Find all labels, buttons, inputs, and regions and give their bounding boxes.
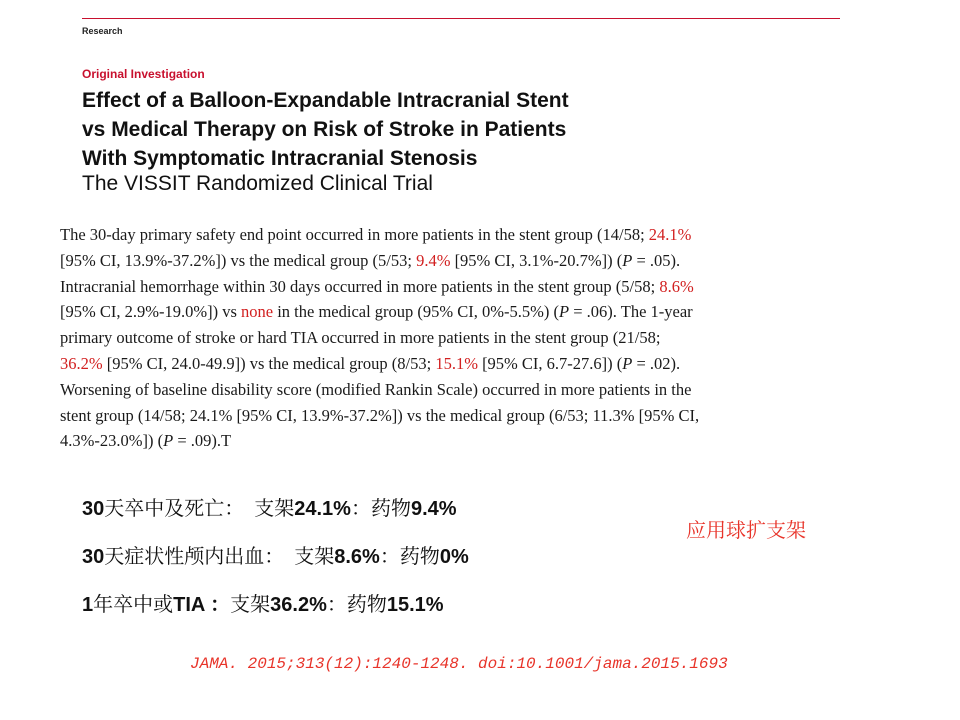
highlight-medical-hemorrhage: none — [241, 302, 274, 322]
abstract-line-2: [95% CI, 13.9%-37.2%]) vs the medical group (5/53; 9.4% [95% CI, 3.1%-20.7%]) (P = .05). — [60, 250, 681, 270]
highlight-medical-safety: 9.4% — [416, 250, 451, 270]
title-line-3: With Symptomatic Intracranial Stenosis — [82, 147, 478, 170]
abstract-line-6: 36.2% [95% CI, 24.0-49.9]) vs the medical group (8/53; 15.1% [95% CI, 6.7-27.6]) (P = .02). — [60, 353, 681, 373]
abstract-results — [60, 222, 900, 454]
highlight-stent-safety: 24.1% — [648, 225, 692, 244]
summary-30day-hemorrhage: 30天症状性颅内出血： 支架8.6%：药物0% — [82, 544, 469, 568]
article-title — [82, 86, 569, 173]
abstract-line-1: The 30-day primary safety end point occurred in more patients in the stent group (14/58; 24.1% — [60, 225, 692, 244]
stent-type-note: 应用球扩支架 — [686, 518, 806, 542]
header-rule — [82, 18, 840, 19]
article-subtitle: The VISSIT Randomized Clinical Trial — [82, 172, 433, 195]
article-type: Original Investigation — [82, 67, 205, 81]
highlight-stent-stroke: 36.2% — [60, 353, 103, 373]
abstract-line-5: primary outcome of stroke or hard TIA occurred in more patients in the stent group (21/58; — [60, 328, 661, 348]
summary-1year-stroke-tia: 1年卒中或TIA ：支架36.2%：药物15.1% — [82, 592, 444, 616]
highlight-medical-stroke: 15.1% — [435, 353, 478, 373]
citation: JAMA. 2015;313(12):1240-1248. doi:10.1001/jama.2015.1693 — [190, 655, 728, 673]
summary-30day-stroke-death: 30天卒中及死亡： 支架24.1%：药物9.4% — [82, 496, 457, 520]
abstract-line-3: Intracranial hemorrhage within 30 days occurred in more patients in the stent group (5/58; 8.6% — [60, 276, 694, 296]
highlight-stent-hemorrhage: 8.6% — [659, 276, 694, 296]
abstract-line-7: Worsening of baseline disability score (modified Rankin Scale) occurred in more patients in the — [60, 379, 692, 399]
abstract-line-8: stent group (14/58; 24.1% [95% CI, 13.9%-37.2%]) vs the medical group (6/53; 11.3% [95% CI, — [60, 405, 700, 425]
title-line-2: vs Medical Therapy on Risk of Stroke in Patients — [82, 118, 567, 141]
section-label: Research — [82, 26, 123, 36]
abstract-line-4: [95% CI, 2.9%-19.0%]) vs none in the medical group (95% CI, 0%-5.5%) (P = .06). The 1-year — [60, 302, 693, 322]
abstract-line-9: 4.3%-23.0%]) (P = .09).T — [60, 431, 232, 451]
title-line-1: Effect of a Balloon-Expandable Intracranial Stent — [82, 89, 569, 112]
